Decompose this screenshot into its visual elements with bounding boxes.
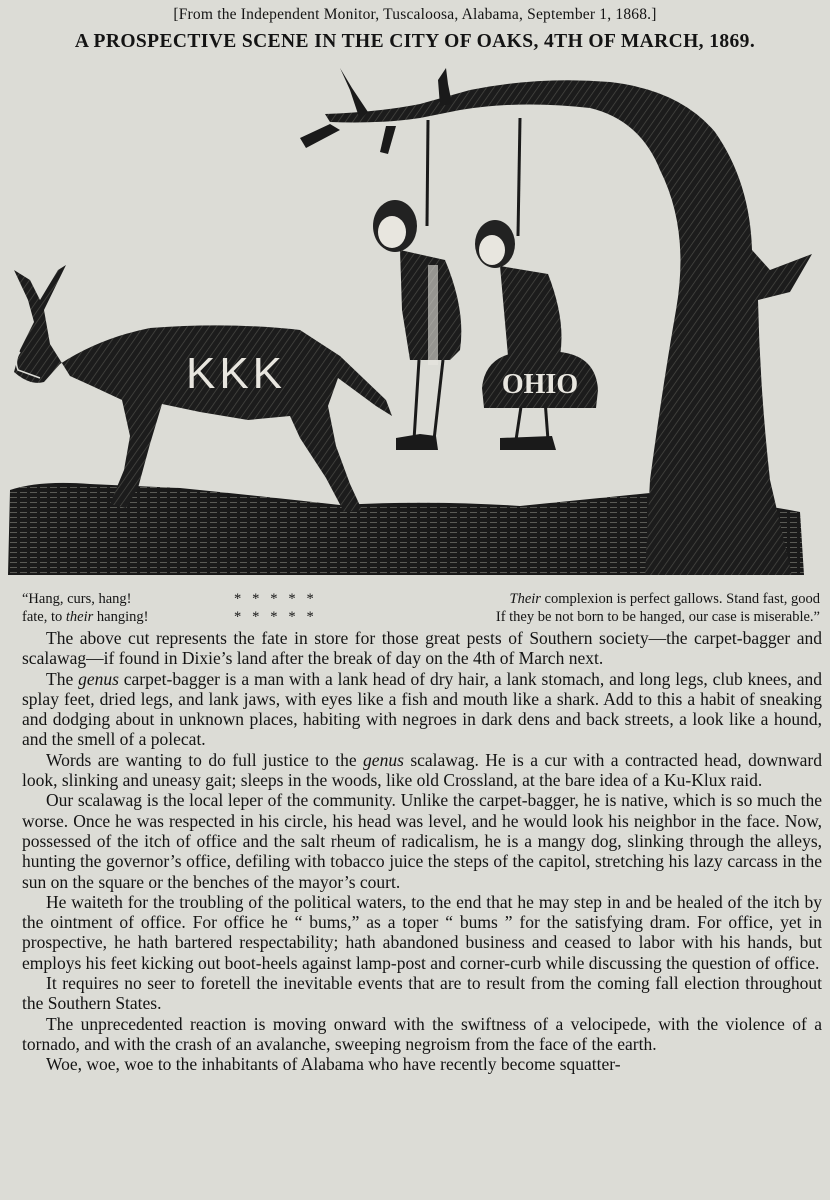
article-paragraph: He waiteth for the troubling of the political waters, to the end that he may step in and be healed of the itch by the ointment of office. For office he “ bums,” as a toper “ bums ” for the satisfying dram. For office, yet in prospective, he hath bartered respectability; hath abandoned business and ceased to labor with his hands, but employs his feet kicking out boot-heels against lamp-post and corner-curb while discussing the question of office. (22, 891, 822, 973)
verse-left-line2: fate, to their hanging! (22, 609, 149, 625)
tree-twig (380, 126, 396, 154)
woodcut-illustration (0, 60, 830, 580)
verse-left (22, 590, 222, 626)
hanged-figure-left (373, 200, 461, 450)
verse-left-line1: “Hang, curs, hang! (22, 591, 132, 607)
donkey-brand: KKK (185, 349, 287, 398)
article-paragraph: It requires no seer to foretell the inevitable events that are to result from the coming fall election throughout the Southern States. (22, 973, 822, 1014)
hanged-figure-right (475, 220, 598, 450)
tree-twig (438, 68, 452, 106)
page-headline: A PROSPECTIVE SCENE IN THE CITY OF OAKS, 4TH OF MARCH, 1869. (74, 31, 756, 52)
article-paragraph: Our scalawag is the local leper of the community. Unlike the carpet-bagger, he is native, which is so much the worse. Once he was respected in his circle, his head was level, and he would look his neighbor in the face. Now, possessed of the itch of office and the salt rheum of radicalism, he is a mangy dog, slinking through the alleys, hunting the governor’s office, defiling with tobacco juice the steps of the capitol, stretching his lazy carcass in the sun on the square or the benches of the mayor’s court. (22, 790, 822, 892)
rope (518, 118, 520, 236)
source-citation: [From the Independent Monitor, Tuscaloosa, Alabama, September 1, 1868.] (173, 6, 657, 23)
article-paragraph: Words are wanting to do full justice to the genus scalawag. He is a cur with a contracted head, downward look, slinking and uneasy gait; sleeps in the woods, like old Crossland, at the bare idea of a Ku-Klux raid. (22, 749, 822, 791)
verse-right-line1: Their complexion is perfect gallows. Stand fast, good (509, 591, 820, 607)
verse-right-line2: If they be not born to be hanged, our case is miserable.” (495, 609, 820, 625)
rope (427, 120, 428, 226)
tree (325, 80, 812, 575)
article-paragraph: The unprecedented reaction is moving onward with the swiftness of a velocipede, with the violence of a tornado, and with the crash of an avalanche, sweeping negroism from the face of the earth. (22, 1013, 822, 1054)
article-paragraph: The above cut represents the fate in store for those great pests of Southern society—the carpet-bagger and scalawag—if found in Dixie’s land after the break of day on the 4th of March next. (22, 628, 822, 669)
donkey (14, 265, 392, 512)
verse-right (417, 590, 820, 626)
tree-twig (340, 68, 368, 120)
article-body (22, 628, 822, 1075)
bag-label: OHIO (501, 369, 579, 400)
verse-stars: * * * * * * * * * * (234, 591, 314, 625)
tree-twig (300, 124, 340, 148)
verse-epigraph (22, 590, 820, 626)
article-paragraph: The genus carpet-bagger is a man with a lank head of dry hair, a lank stomach, and long legs, club knees, and splay feet, dried legs, and lank jaws, with eyes like a fish and mouth like a shark. Add to this a habit of sneaking and dodging about in unknown places, habiting with negroes in dark dens and back streets, a look like a hound, and the smell of a polecat. (22, 668, 822, 750)
article-paragraph: Woe, woe, woe to the inhabitants of Alabama who have recently become squatter- (46, 1054, 621, 1075)
